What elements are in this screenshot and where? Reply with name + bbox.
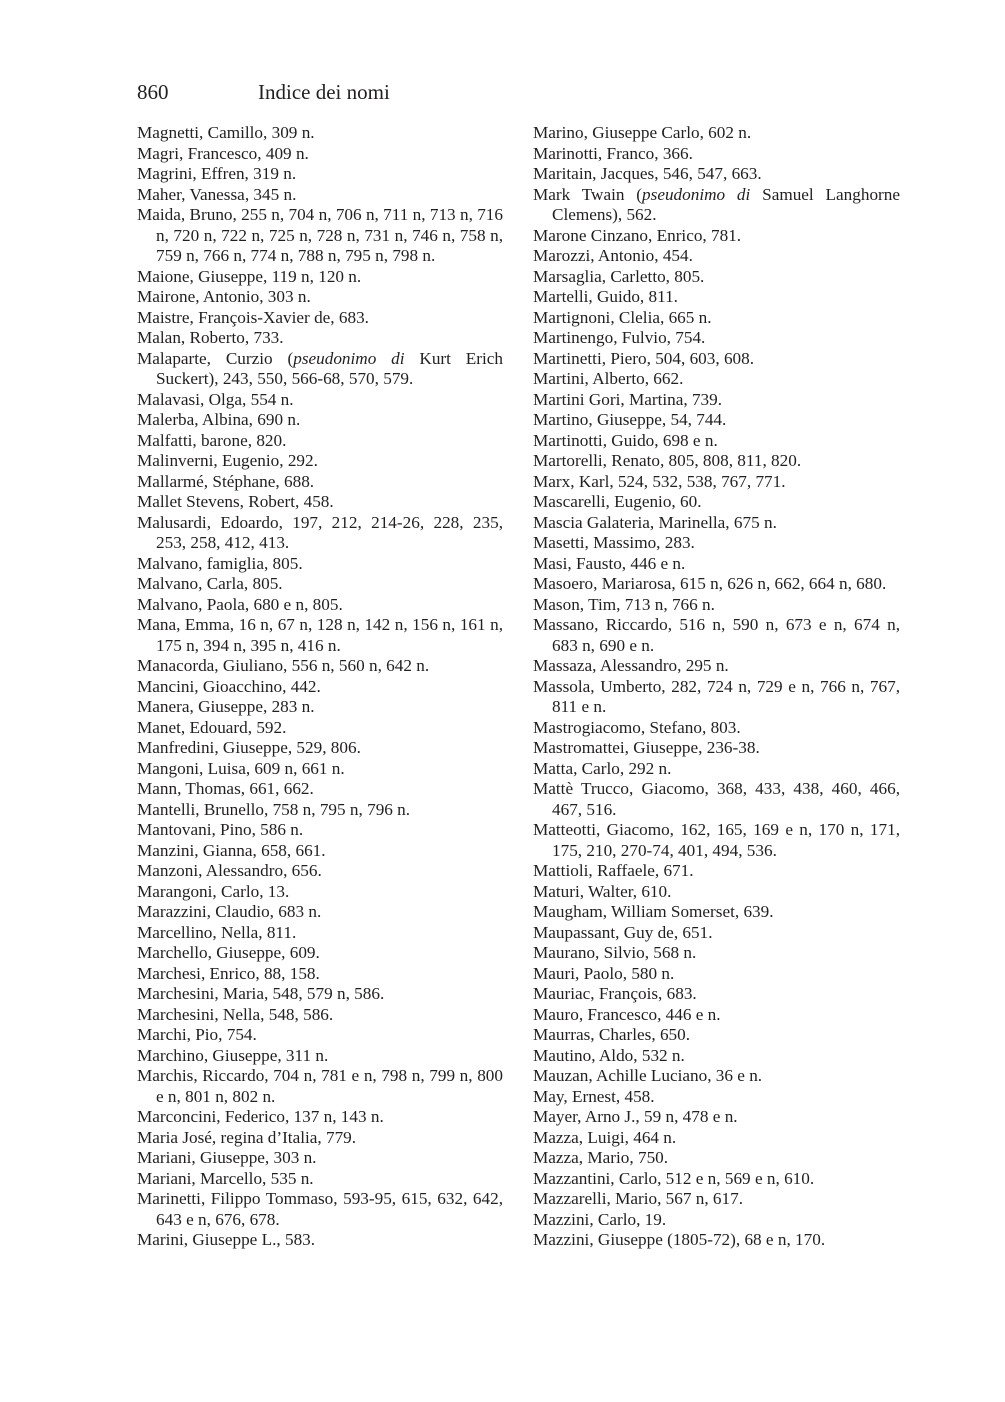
index-entry: Mattè Trucco, Giacomo, 368, 433, 438, 460, 466, 467, 516. (533, 779, 900, 819)
index-entry: May, Ernest, 458. (533, 1086, 655, 1106)
index-entry: Marini, Giuseppe L., 583. (137, 1230, 316, 1249)
index-entry: Masi, Fausto, 446 e n. (533, 553, 686, 573)
index-entry: Martignoni, Clelia, 665 n. (533, 307, 712, 327)
index-entry: Martino, Giuseppe, 54, 744. (533, 410, 727, 429)
index-entry: Malvano, Paola, 680 e n, 805. (137, 594, 343, 614)
index-entry: Marinotti, Franco, 366. (533, 143, 693, 163)
index-entry: Mallarmé, Stéphane, 688. (137, 471, 315, 491)
index-entry: Malvano, famiglia, 805. (137, 553, 303, 573)
index-entry: Mairone, Antonio, 303 n. (137, 287, 311, 306)
index-entry: Masoero, Mariarosa, 615 n, 626 n, 662, 664 n, 680. (533, 574, 887, 593)
index-entry: Magnetti, Camillo, 309 n. (137, 123, 315, 142)
index-entry: Maher, Vanessa, 345 n. (137, 184, 297, 204)
index-entry: Maturi, Walter, 610. (533, 881, 672, 901)
index-entry: Maida, Bruno, 255 n, 704 n, 706 n, 711 n, 713 n, 716 n, 720 n, 722 n, 725 n, 728 n, 731 n, 746 n, 758 n, 759 n, 766 n, 774 n, 788 n, 795 n, 798 n. (137, 205, 503, 265)
index-entry: Martinetti, Piero, 504, 603, 608. (533, 348, 755, 368)
page-title: Indice dei nomi (258, 80, 390, 104)
index-entry: Malavasi, Olga, 554 n. (137, 389, 294, 409)
index-entry: Marchi, Pio, 754. (137, 1025, 257, 1044)
index-entry: Magri, Francesco, 409 n. (137, 143, 309, 163)
index-entry: Martinengo, Fulvio, 754. (533, 328, 706, 347)
index-entry: Mantovani, Pino, 586 n. (137, 820, 304, 839)
index-entry: Mastromattei, Giuseppe, 236-38. (533, 738, 760, 757)
index-entry: Massaza, Alessandro, 295 n. (533, 656, 729, 675)
index-entry: Mayer, Arno J., 59 n, 478 e n. (533, 1107, 738, 1126)
index-entry: Mautino, Aldo, 532 n. (533, 1045, 685, 1065)
index-entry: Mantelli, Brunello, 758 n, 795 n, 796 n. (137, 799, 411, 819)
index-entry: Mazza, Luigi, 464 n. (533, 1127, 677, 1147)
index-entry: Marchino, Giuseppe, 311 n. (137, 1045, 329, 1065)
index-entry: Marchello, Giuseppe, 609. (137, 943, 320, 962)
index-entry: Masetti, Massimo, 283. (533, 533, 695, 552)
index-entry: Mastrogiacomo, Stefano, 803. (533, 717, 741, 737)
index-entry: Malan, Roberto, 733. (137, 328, 284, 347)
index-entry: Marchesini, Maria, 548, 579 n, 586. (137, 984, 385, 1003)
index-entry: Marone Cinzano, Enrico, 781. (533, 225, 742, 245)
index-entry: Mariani, Marcello, 535 n. (137, 1168, 314, 1188)
page-number: 860 (137, 80, 169, 104)
index-entry: Malfatti, barone, 820. (137, 430, 287, 450)
index-entry: Maria José, regina d’Italia, 779. (137, 1127, 357, 1147)
index-entry: Martinotti, Guido, 698 e n. (533, 430, 718, 450)
index-entry: Mazzantini, Carlo, 512 e n, 569 e n, 610. (533, 1168, 815, 1188)
index-entry: Martini, Alberto, 662. (533, 369, 684, 388)
index-entry: Martelli, Guido, 811. (533, 287, 678, 306)
index-entry: Mana, Emma, 16 n, 67 n, 128 n, 142 n, 156 n, 161 n, 175 n, 394 n, 395 n, 416 n. (137, 615, 503, 655)
index-entry: Martorelli, Renato, 805, 808, 811, 820. (533, 451, 802, 470)
index-entry: Massola, Umberto, 282, 724 n, 729 e n, 766 n, 767, 811 e n. (533, 676, 900, 716)
index-entry: Mazza, Mario, 750. (533, 1148, 669, 1167)
index-entry: Maritain, Jacques, 546, 547, 663. (533, 164, 762, 183)
index-entry: Malvano, Carla, 805. (137, 574, 283, 593)
index-entry: Mangoni, Luisa, 609 n, 661 n. (137, 758, 345, 778)
index-entry: Maistre, François-Xavier de, 683. (137, 307, 369, 327)
index-entry: Marazzini, Claudio, 683 n. (137, 902, 322, 921)
index-entry: Marangoni, Carlo, 13. (137, 881, 290, 901)
index-entry: Malaparte, Curzio (pseudonimo di Kurt Erich Suckert), 243, 550, 566-68, 570, 579. (137, 348, 503, 388)
index-entry: Malusardi, Edoardo, 197, 212, 214-26, 228, 235, 253, 258, 412, 413. (137, 512, 503, 552)
index-entry: Marchesi, Enrico, 88, 158. (137, 963, 320, 983)
index-entry: Mancini, Gioacchino, 442. (137, 676, 321, 696)
index-entry: Malinverni, Eugenio, 292. (137, 451, 318, 470)
index-entry: Mazzarelli, Mario, 567 n, 617. (533, 1189, 744, 1208)
index-entry: Marinetti, Filippo Tommaso, 593-95, 615, 632, 642, 643 e n, 676, 678. (137, 1189, 503, 1229)
index-entry: Mauri, Paolo, 580 n. (533, 963, 675, 983)
index-entry: Maione, Giuseppe, 119 n, 120 n. (137, 266, 362, 286)
index-entry: Matteotti, Giacomo, 162, 165, 169 e n, 170 n, 171, 175, 210, 270-74, 401, 494, 536. (533, 820, 900, 860)
index-entry: Manfredini, Giuseppe, 529, 806. (137, 738, 361, 757)
index-entry: Marconcini, Federico, 137 n, 143 n. (137, 1107, 384, 1126)
index-entry: Mariani, Giuseppe, 303 n. (137, 1148, 317, 1167)
index-entry: Marchesini, Nella, 548, 586. (137, 1004, 334, 1024)
index-entry: Magrini, Effren, 319 n. (137, 164, 297, 183)
index-entry: Mauro, Francesco, 446 e n. (533, 1004, 721, 1024)
index-entry: Mattioli, Raffaele, 671. (533, 861, 694, 880)
index-entry: Maurano, Silvio, 568 n. (533, 943, 697, 962)
index-entry: Mark Twain (pseudonimo di Samuel Langhorne Clemens), 562. (533, 184, 900, 224)
index-entry: Marx, Karl, 524, 532, 538, 767, 771. (533, 471, 786, 491)
index-entry: Marcellino, Nella, 811. (137, 922, 297, 942)
index-column-right (533, 123, 900, 1251)
index-column-left (137, 123, 503, 1251)
index-entry: Manzini, Gianna, 658, 661. (137, 840, 326, 860)
index-entry: Matta, Carlo, 292 n. (533, 758, 672, 778)
index-entry: Manera, Giuseppe, 283 n. (137, 697, 315, 716)
index-entry: Manacorda, Giuliano, 556 n, 560 n, 642 n. (137, 656, 430, 675)
index-entry: Manet, Edouard, 592. (137, 717, 287, 737)
index-entry: Malerba, Albina, 690 n. (137, 410, 301, 429)
index-entry: Mazzini, Giuseppe (1805-72), 68 e n, 170. (533, 1230, 826, 1249)
index-entry: Maugham, William Somerset, 639. (533, 902, 774, 921)
index-entry: Marino, Giuseppe Carlo, 602 n. (533, 123, 752, 142)
index-entry: Marozzi, Antonio, 454. (533, 246, 693, 265)
index-entry: Mascia Galateria, Marinella, 675 n. (533, 512, 777, 532)
index-entry: Martini Gori, Martina, 739. (533, 389, 723, 409)
index-entry: Maurras, Charles, 650. (533, 1025, 691, 1044)
index-entry: Marchis, Riccardo, 704 n, 781 e n, 798 n, 799 n, 800 e n, 801 n, 802 n. (137, 1066, 503, 1106)
index-entry: Mann, Thomas, 661, 662. (137, 779, 314, 798)
index-entry: Mason, Tim, 713 n, 766 n. (533, 594, 715, 614)
index-entry: Maupassant, Guy de, 651. (533, 922, 713, 942)
index-entry: Mauzan, Achille Luciano, 36 e n. (533, 1066, 763, 1085)
index-entry: Mauriac, François, 683. (533, 984, 697, 1003)
index-entry: Mallet Stevens, Robert, 458. (137, 492, 334, 511)
index-entry: Marsaglia, Carletto, 805. (533, 266, 705, 286)
index-entry: Mazzini, Carlo, 19. (533, 1209, 667, 1229)
index-entry: Manzoni, Alessandro, 656. (137, 861, 322, 880)
index-entry: Massano, Riccardo, 516 n, 590 n, 673 e n, 674 n, 683 n, 690 e n. (533, 615, 900, 655)
index-entry: Mascarelli, Eugenio, 60. (533, 492, 702, 511)
